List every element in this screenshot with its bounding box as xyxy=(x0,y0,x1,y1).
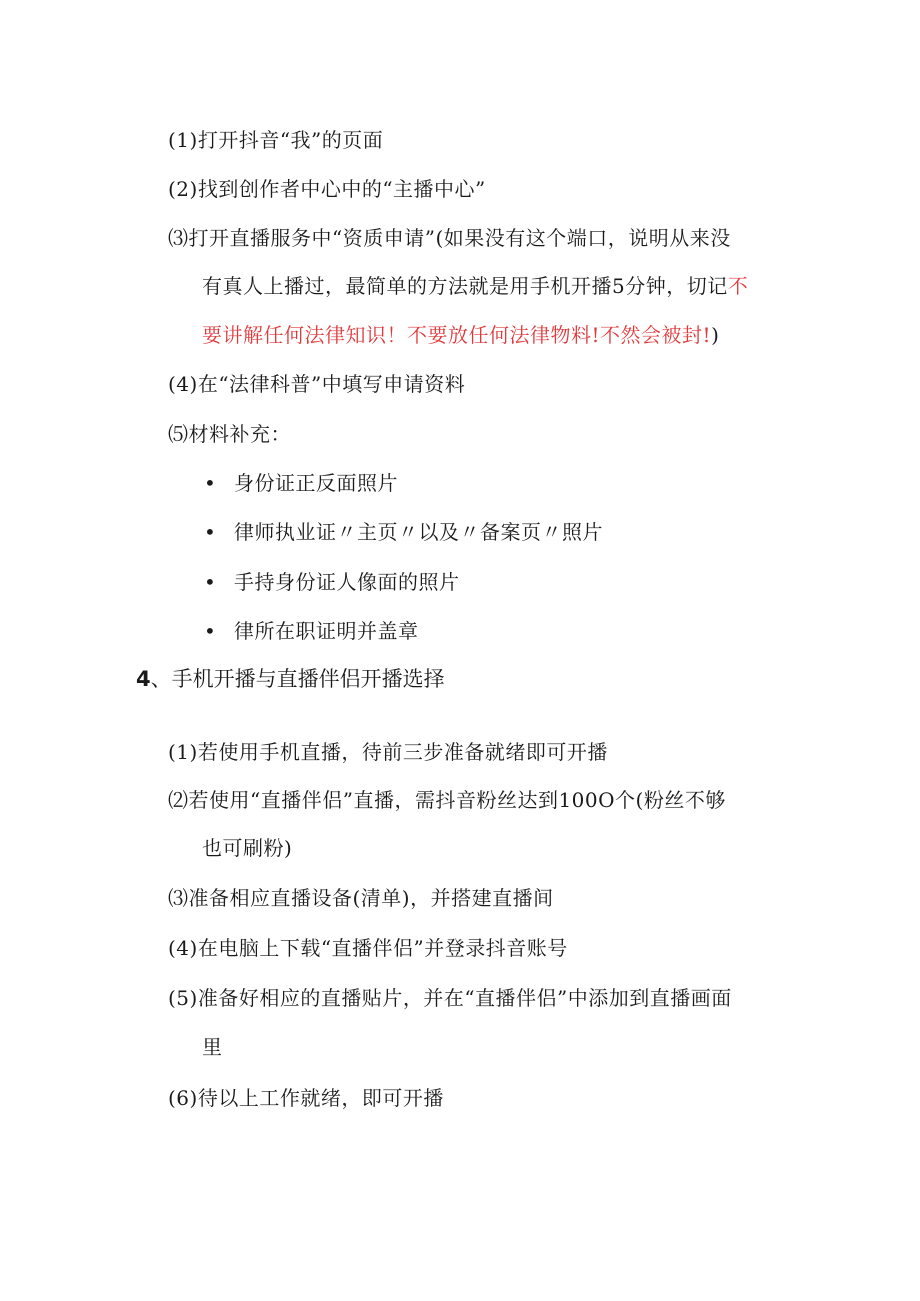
warning-text: 要讲解任何法律知识！不要放任何法律物料!不然会被封! xyxy=(202,323,712,347)
material-item: 身份证正反面照片 xyxy=(234,471,398,495)
bullet-icon: • xyxy=(204,471,216,495)
s4-step-2-continuation: 也可刷粉) xyxy=(202,836,293,860)
s4-step-5-continuation: 里 xyxy=(202,1035,223,1059)
step-2-find-anchor-center: (2)找到创作者中心中的“主播中心” xyxy=(168,177,486,201)
material-item: 律所在职证明并盖章 xyxy=(234,619,419,643)
section-4-title: 、手机开播与直播伴侣开播选择 xyxy=(150,667,445,691)
step-3-continuation-text: 有真人上播过，最简单的方法就是用手机开播5分钟，切记 xyxy=(202,274,728,298)
material-item: 手持身份证人像面的照片 xyxy=(234,570,460,594)
step-3-qualification-apply: ⑶打开直播服务中“资质申请”(如果没有这个端口，说明从来没 xyxy=(168,226,731,250)
material-item: 律师执业证〃主页〃以及〃备案页〃照片 xyxy=(234,520,603,544)
warning-line xyxy=(202,321,719,349)
closing-paren: ) xyxy=(711,323,720,347)
s4-step-5: (5)准备好相应的直播贴片，并在“直播伴侣”中添加到直播画面 xyxy=(168,986,732,1010)
section-4-number: 4 xyxy=(136,667,151,691)
bullet-icon: • xyxy=(204,570,216,594)
section-4-heading xyxy=(136,664,445,694)
warning-text-start: 不 xyxy=(727,274,749,298)
step-3-continuation xyxy=(202,272,748,300)
s4-step-3: ⑶准备相应直播设备(清单)，并搭建直播间 xyxy=(168,886,554,910)
s4-step-2: ⑵若使用“直播伴侣”直播，需抖音粉丝达到100O个(粉丝不够 xyxy=(168,788,726,812)
bullet-icon: • xyxy=(204,619,216,643)
bullet-icon: • xyxy=(204,520,216,544)
s4-step-1: (1)若使用手机直播，待前三步准备就绪即可开播 xyxy=(168,740,608,764)
step-5-materials: ⑸材料补充： xyxy=(168,422,291,446)
step-4-fill-application: (4)在“法律科普”中填写申请资料 xyxy=(168,372,466,396)
s4-step-4: (4)在电脑上下载“直播伴侣”并登录抖音账号 xyxy=(168,936,568,960)
s4-step-6: (6)待以上工作就绪，即可开播 xyxy=(168,1086,444,1110)
step-1-open-profile: (1)打开抖音“我”的页面 xyxy=(168,128,384,152)
